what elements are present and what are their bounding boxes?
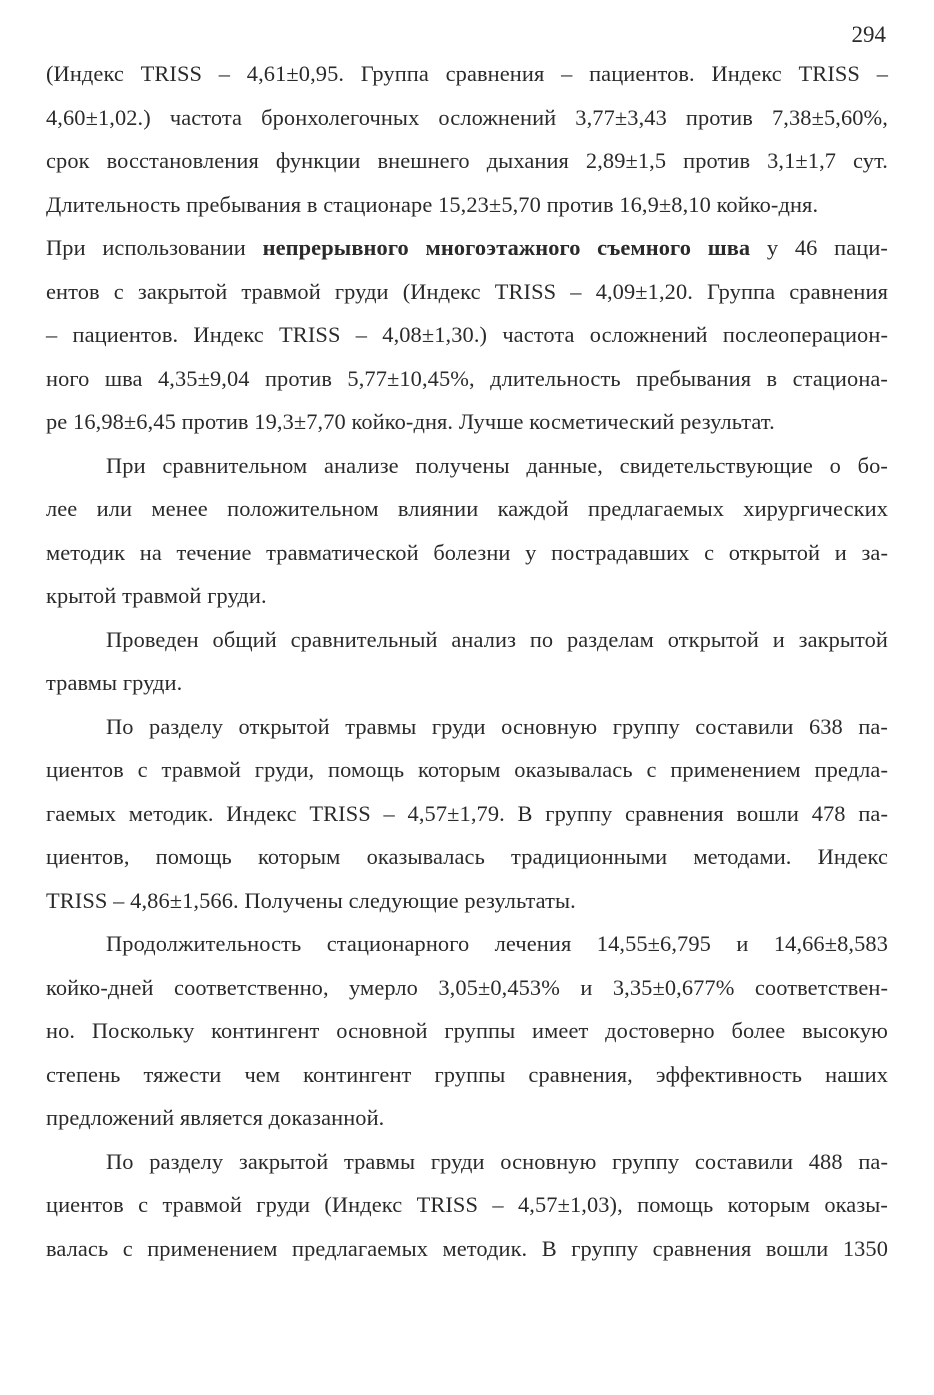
text-run: у 46 паци-: [750, 235, 888, 260]
paragraph-p7: [46, 1140, 888, 1271]
paragraph-p4: [46, 618, 888, 705]
text-line: валась с применением предлагаемых методик. В группу сравнения вошли 1350: [46, 1235, 888, 1261]
text-line: степень тяжести чем контингент группы сравнения, эффективность наших: [46, 1061, 888, 1087]
text-line: При сравнительном анализе получены данные, свидетельствующие о бо-: [106, 452, 888, 478]
text-line: По разделу закрытой травмы груди основную группу составили 488 па-: [106, 1148, 888, 1174]
text-line: 4,60±1,02.) частота бронхолегочных осложнений 3,77±3,43 против 7,38±5,60%,: [46, 104, 888, 130]
text-line: [46, 226, 888, 270]
text-line: гаемых методик. Индекс TRISS – 4,57±1,79. В группу сравнения вошли 478 па-: [46, 800, 888, 826]
document-page: [46, 18, 888, 1270]
text-line: циентов с травмой груди, помощь которым оказывалась с применением предла-: [46, 757, 888, 782]
text-line: лее или менее положительном влиянии каждой предлагаемых хирургических: [46, 496, 888, 521]
text-line: циентов, помощь которым оказывалась традиционными методами. Индекс: [46, 844, 888, 869]
text-run: При использовании: [46, 235, 263, 260]
text-line: ного шва 4,35±9,04 против 5,77±10,45%, длительность пребывания в стациона-: [46, 365, 888, 391]
text-line: но. Поскольку контингент основной группы имеет достоверно более высокую: [46, 1018, 888, 1043]
text-line: Длительность пребывания в стационаре 15,23±5,70 против 16,9±8,10 койко-дня.: [46, 191, 819, 217]
paragraph-p3: [46, 444, 888, 618]
document-body: [46, 52, 888, 1270]
text-line: ентов с закрытой травмой груди (Индекс TRISS – 4,09±1,20. Группа сравнения: [46, 278, 888, 304]
text-line: TRISS – 4,86±1,566. Получены следующие результаты.: [46, 887, 576, 913]
text-line: циентов с травмой груди (Индекс TRISS – 4,57±1,03), помощь которым оказы-: [46, 1192, 888, 1217]
text-line: койко-дней соответственно, умерло 3,05±0,453% и 3,35±0,677% соответствен-: [46, 974, 888, 1000]
text-line: методик на течение травматической болезни у пострадавших с открытой и за-: [46, 539, 888, 565]
paragraph-p5: [46, 705, 888, 923]
text-line: срок восстановления функции внешнего дыхания 2,89±1,5 против 3,1±1,7 сут.: [46, 148, 888, 173]
text-line: травмы груди.: [46, 670, 183, 695]
text-line: (Индекс TRISS – 4,61±0,95. Группа сравнения – пациентов. Индекс TRISS –: [46, 61, 888, 86]
text-line: Продолжительность стационарного лечения 14,55±6,795 и 14,66±8,583: [106, 931, 888, 956]
text-line: крытой травмой груди.: [46, 583, 267, 608]
text-line: – пациентов. Индекс TRISS – 4,08±1,30.) частота осложнений послеоперацион-: [46, 322, 888, 347]
text-line: По разделу открытой травмы груди основную группу составили 638 па-: [106, 713, 888, 739]
page-number: 294: [851, 22, 886, 47]
paragraph-p6: [46, 922, 888, 1140]
paragraph-p1: [46, 52, 888, 226]
text-line: Проведен общий сравнительный анализ по разделам открытой и закрытой: [106, 626, 888, 652]
text-line: ре 16,98±6,45 против 19,3±7,70 койко-дня. Лучше косметический результат.: [46, 409, 775, 434]
text-line: предложений является доказанной.: [46, 1105, 385, 1130]
bold-term: непрерывного многоэтажного съемного шва: [262, 235, 751, 260]
paragraph-p2: [46, 226, 888, 444]
